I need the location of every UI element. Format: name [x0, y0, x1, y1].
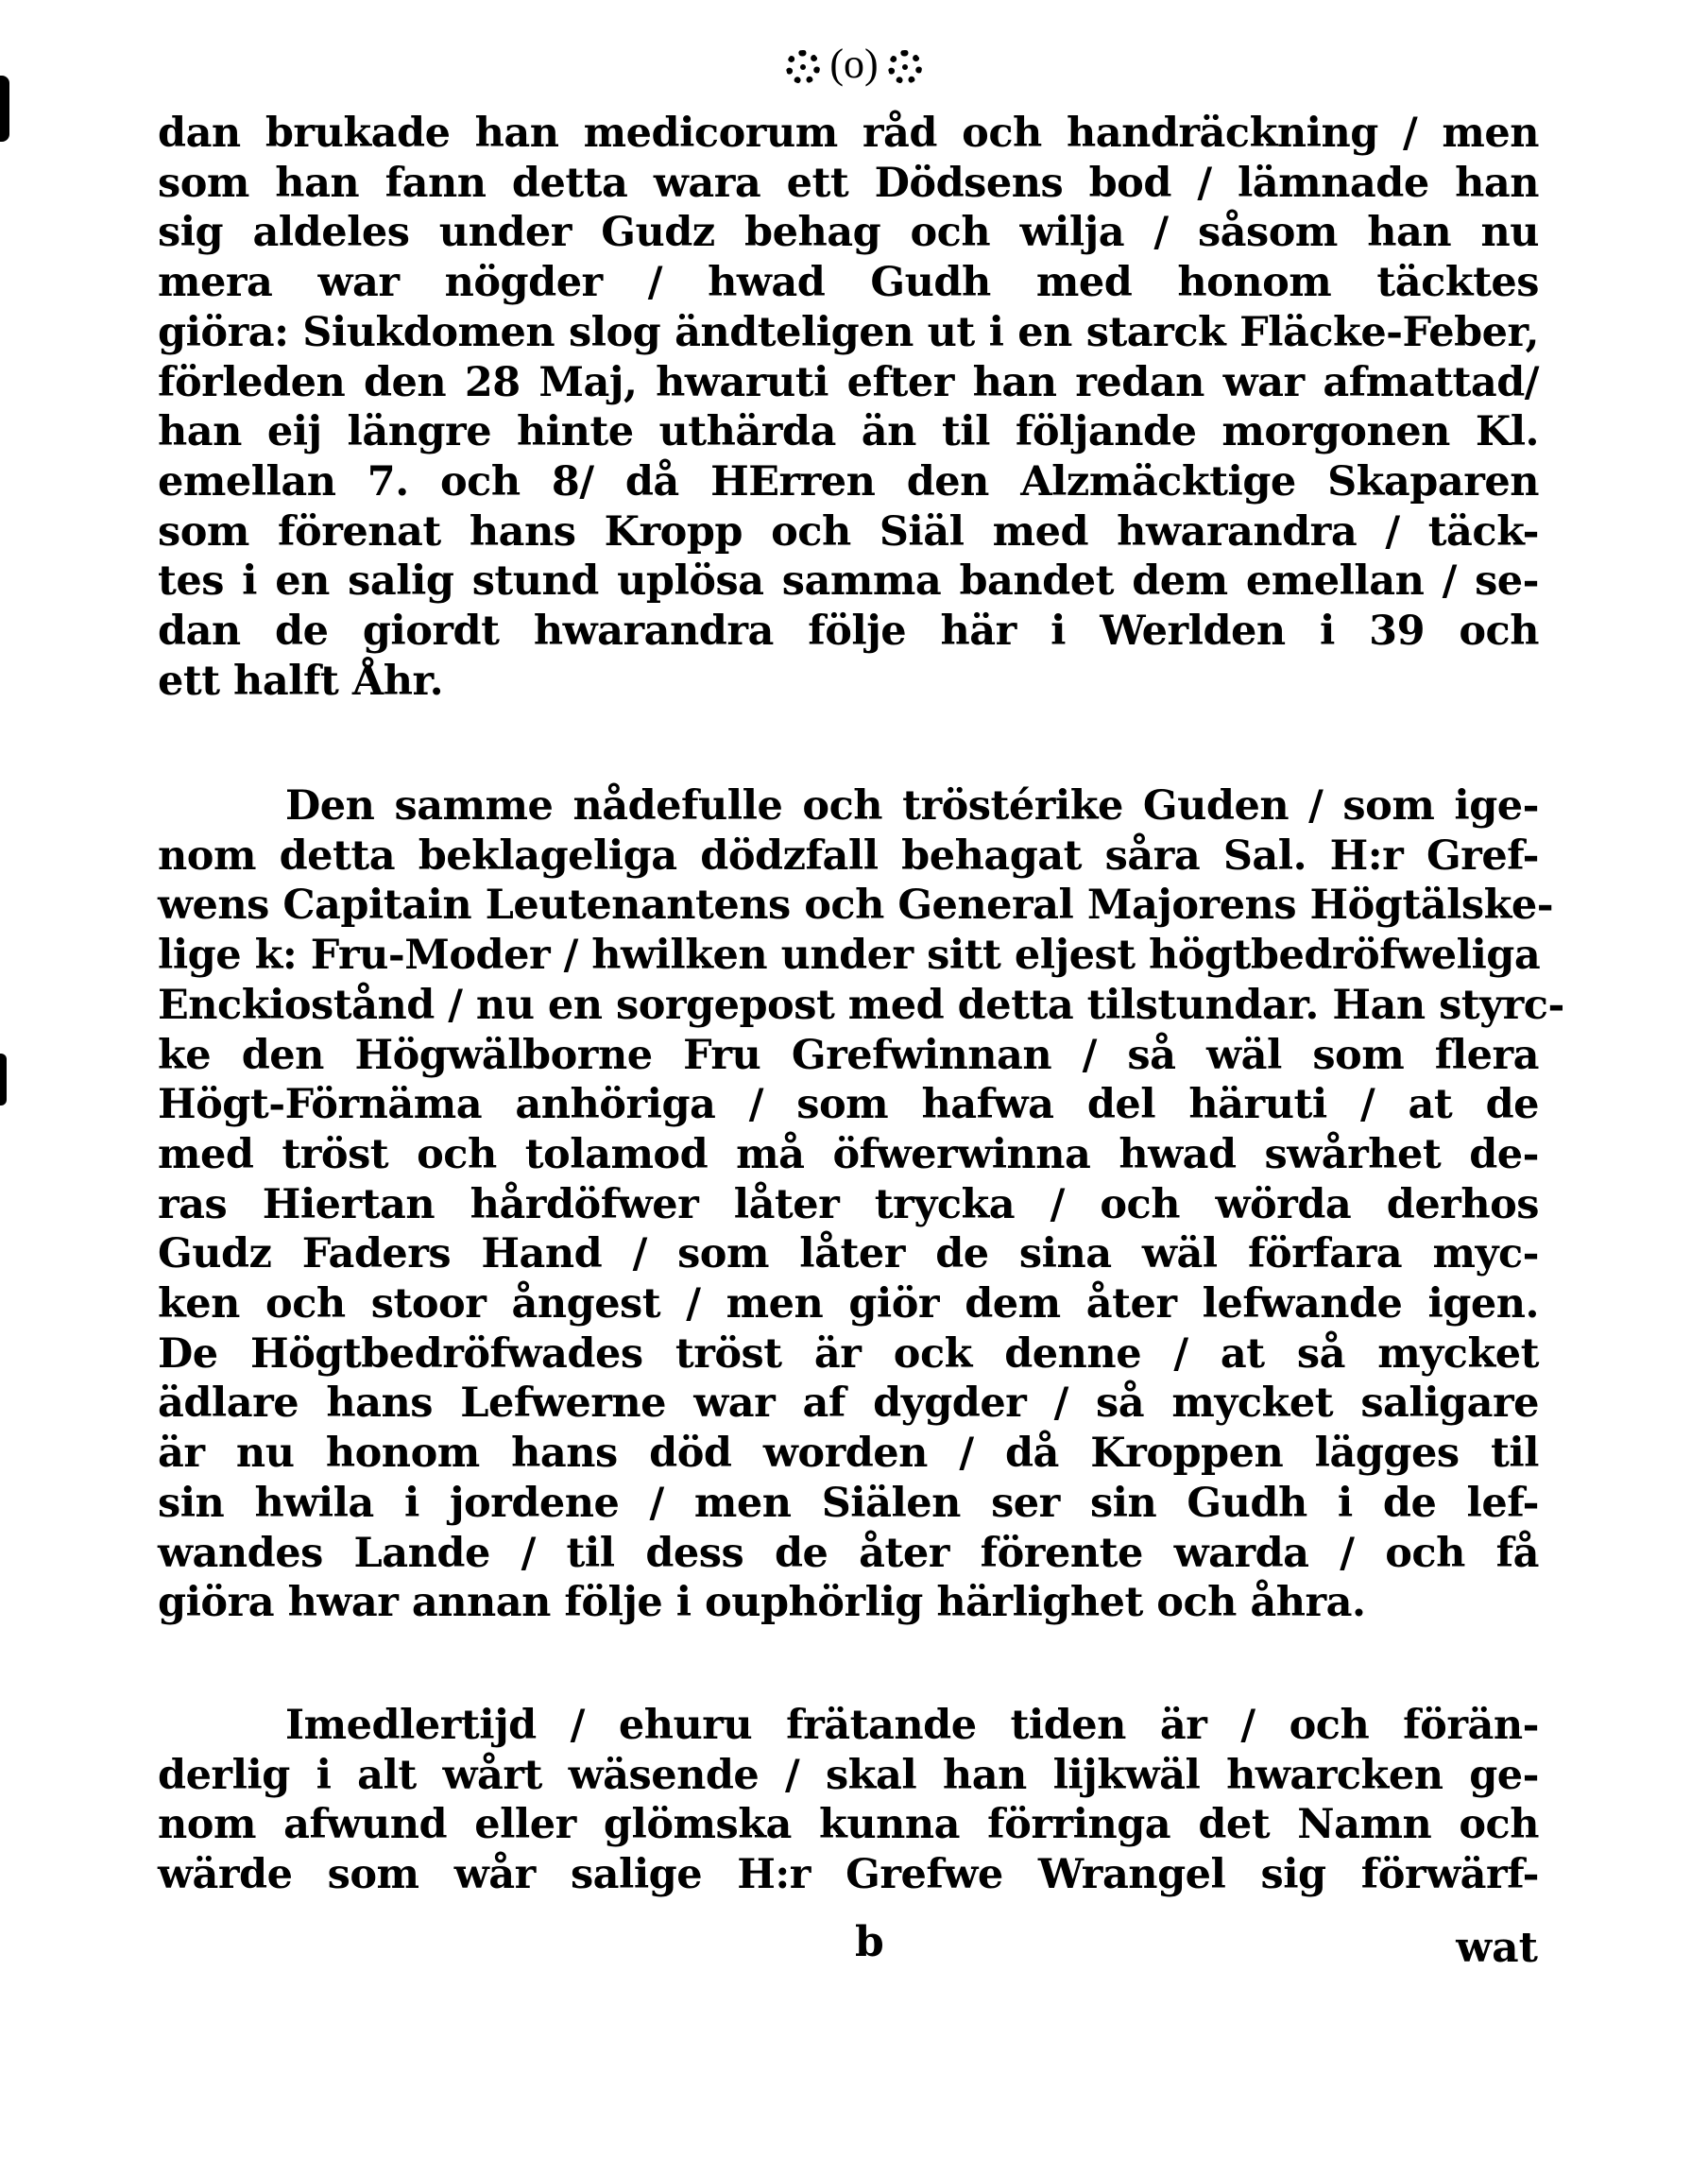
text-line: ädlare hans Lefwerne war af dygder / så mycket saligare [158, 1380, 1539, 1428]
page-number: (o) [829, 41, 879, 87]
catchword: wat [1456, 1924, 1538, 1972]
scan-edge-mark [0, 1054, 7, 1106]
signature-mark: b [855, 1918, 884, 1966]
text-line: dan de giordt hwarandra följe här i Werlden i 39 och [158, 608, 1539, 655]
text-line: sin hwila i jordene / men Siälen ser sin Gudh i de lef- [158, 1479, 1539, 1527]
text-line: som förenat hans Kropp och Siäl med hwarandra / täck- [158, 507, 1539, 556]
text-line: wandes Lande / til dess de åter förente warda / och få [158, 1529, 1539, 1577]
text-line: wens Capitain Leutenantens och General Majorens Högtälske- [158, 882, 1554, 930]
text-line: ras Hiertan hårdöfwer låter trycka / och wörda derhos [158, 1180, 1539, 1228]
text-line: som han fann detta wara ett Dödsens bod / lämnade han [158, 159, 1539, 207]
text-line: giöra: Siukdomen slog ändteligen ut i en starck Fläcke-Feber, [158, 308, 1539, 356]
text-line: nom afwund eller glömska kunna förringa det Namn och [158, 1801, 1539, 1849]
text-line: ken och stoor ångest / men giör dem åter lefwande igen. [158, 1280, 1539, 1328]
text-line: med tröst och tolamod må öfwerwinna hwad swårhet de- [158, 1130, 1539, 1178]
text-line: emellan 7. och 8/ då HErren den Alzmäcktige Skaparen [158, 457, 1539, 506]
text-line: nom detta beklageliga dödzfall behagat såra Sal. H:r Gref- [158, 831, 1539, 880]
text-line: De Högtbedröfwades tröst är ock denne / at så mycket [158, 1329, 1539, 1378]
text-line: ett halft Åhr. [158, 657, 444, 705]
ornament-icon [888, 50, 922, 84]
ornament-icon [786, 50, 820, 84]
page-header [0, 36, 1708, 93]
text-line: Imedlertijd / ehuru frätande tiden är / och förän- [285, 1702, 1539, 1749]
text-line: Gudz Faders Hand / som låter de sina wäl förfara myc- [158, 1230, 1539, 1278]
text-line: lige k: Fru-Moder / hwilken under sitt eljest högtbedröfweliga [158, 932, 1541, 980]
text-line: Enckiostånd / nu en sorgepost med detta tilstundar. Han styrc- [158, 981, 1564, 1029]
text-line: Högt-Förnäma anhöriga / som hafwa del häruti / at de [158, 1081, 1539, 1129]
text-line: han eij längre hinte uthärda än til följande morgonen Kl. [158, 408, 1539, 456]
text-line: är nu honom hans död worden / då Kroppen lägges til [158, 1430, 1539, 1478]
text-line: dan brukade han medicorum råd och handräckning / men [158, 110, 1539, 157]
text-line: derlig i alt wårt wäsende / skal han lijkwäl hwarcken ge- [158, 1751, 1539, 1799]
text-line: wärde som wår salige H:r Grefwe Wrangel sig förwärf- [158, 1851, 1539, 1899]
text-line: sig aldeles under Gudz behag och wilja / såsom han nu [158, 209, 1539, 257]
text-line: giöra hwar annan följe i ouphörlig härlighet och åhra. [158, 1579, 1366, 1627]
text-line: tes i en salig stund uplösa samma bandet dem emellan / se- [158, 557, 1539, 606]
text-line: förleden den 28 Maj, hwaruti efter han redan war afmattad/ [158, 358, 1539, 406]
text-line: mera war nögder / hwad Gudh med honom täcktes [158, 259, 1539, 307]
text-line: ke den Högwälborne Fru Grefwinnan / så wäl som flera [158, 1031, 1539, 1079]
text-line: Den samme nådefulle och tröstérike Guden / som ige- [285, 782, 1539, 830]
